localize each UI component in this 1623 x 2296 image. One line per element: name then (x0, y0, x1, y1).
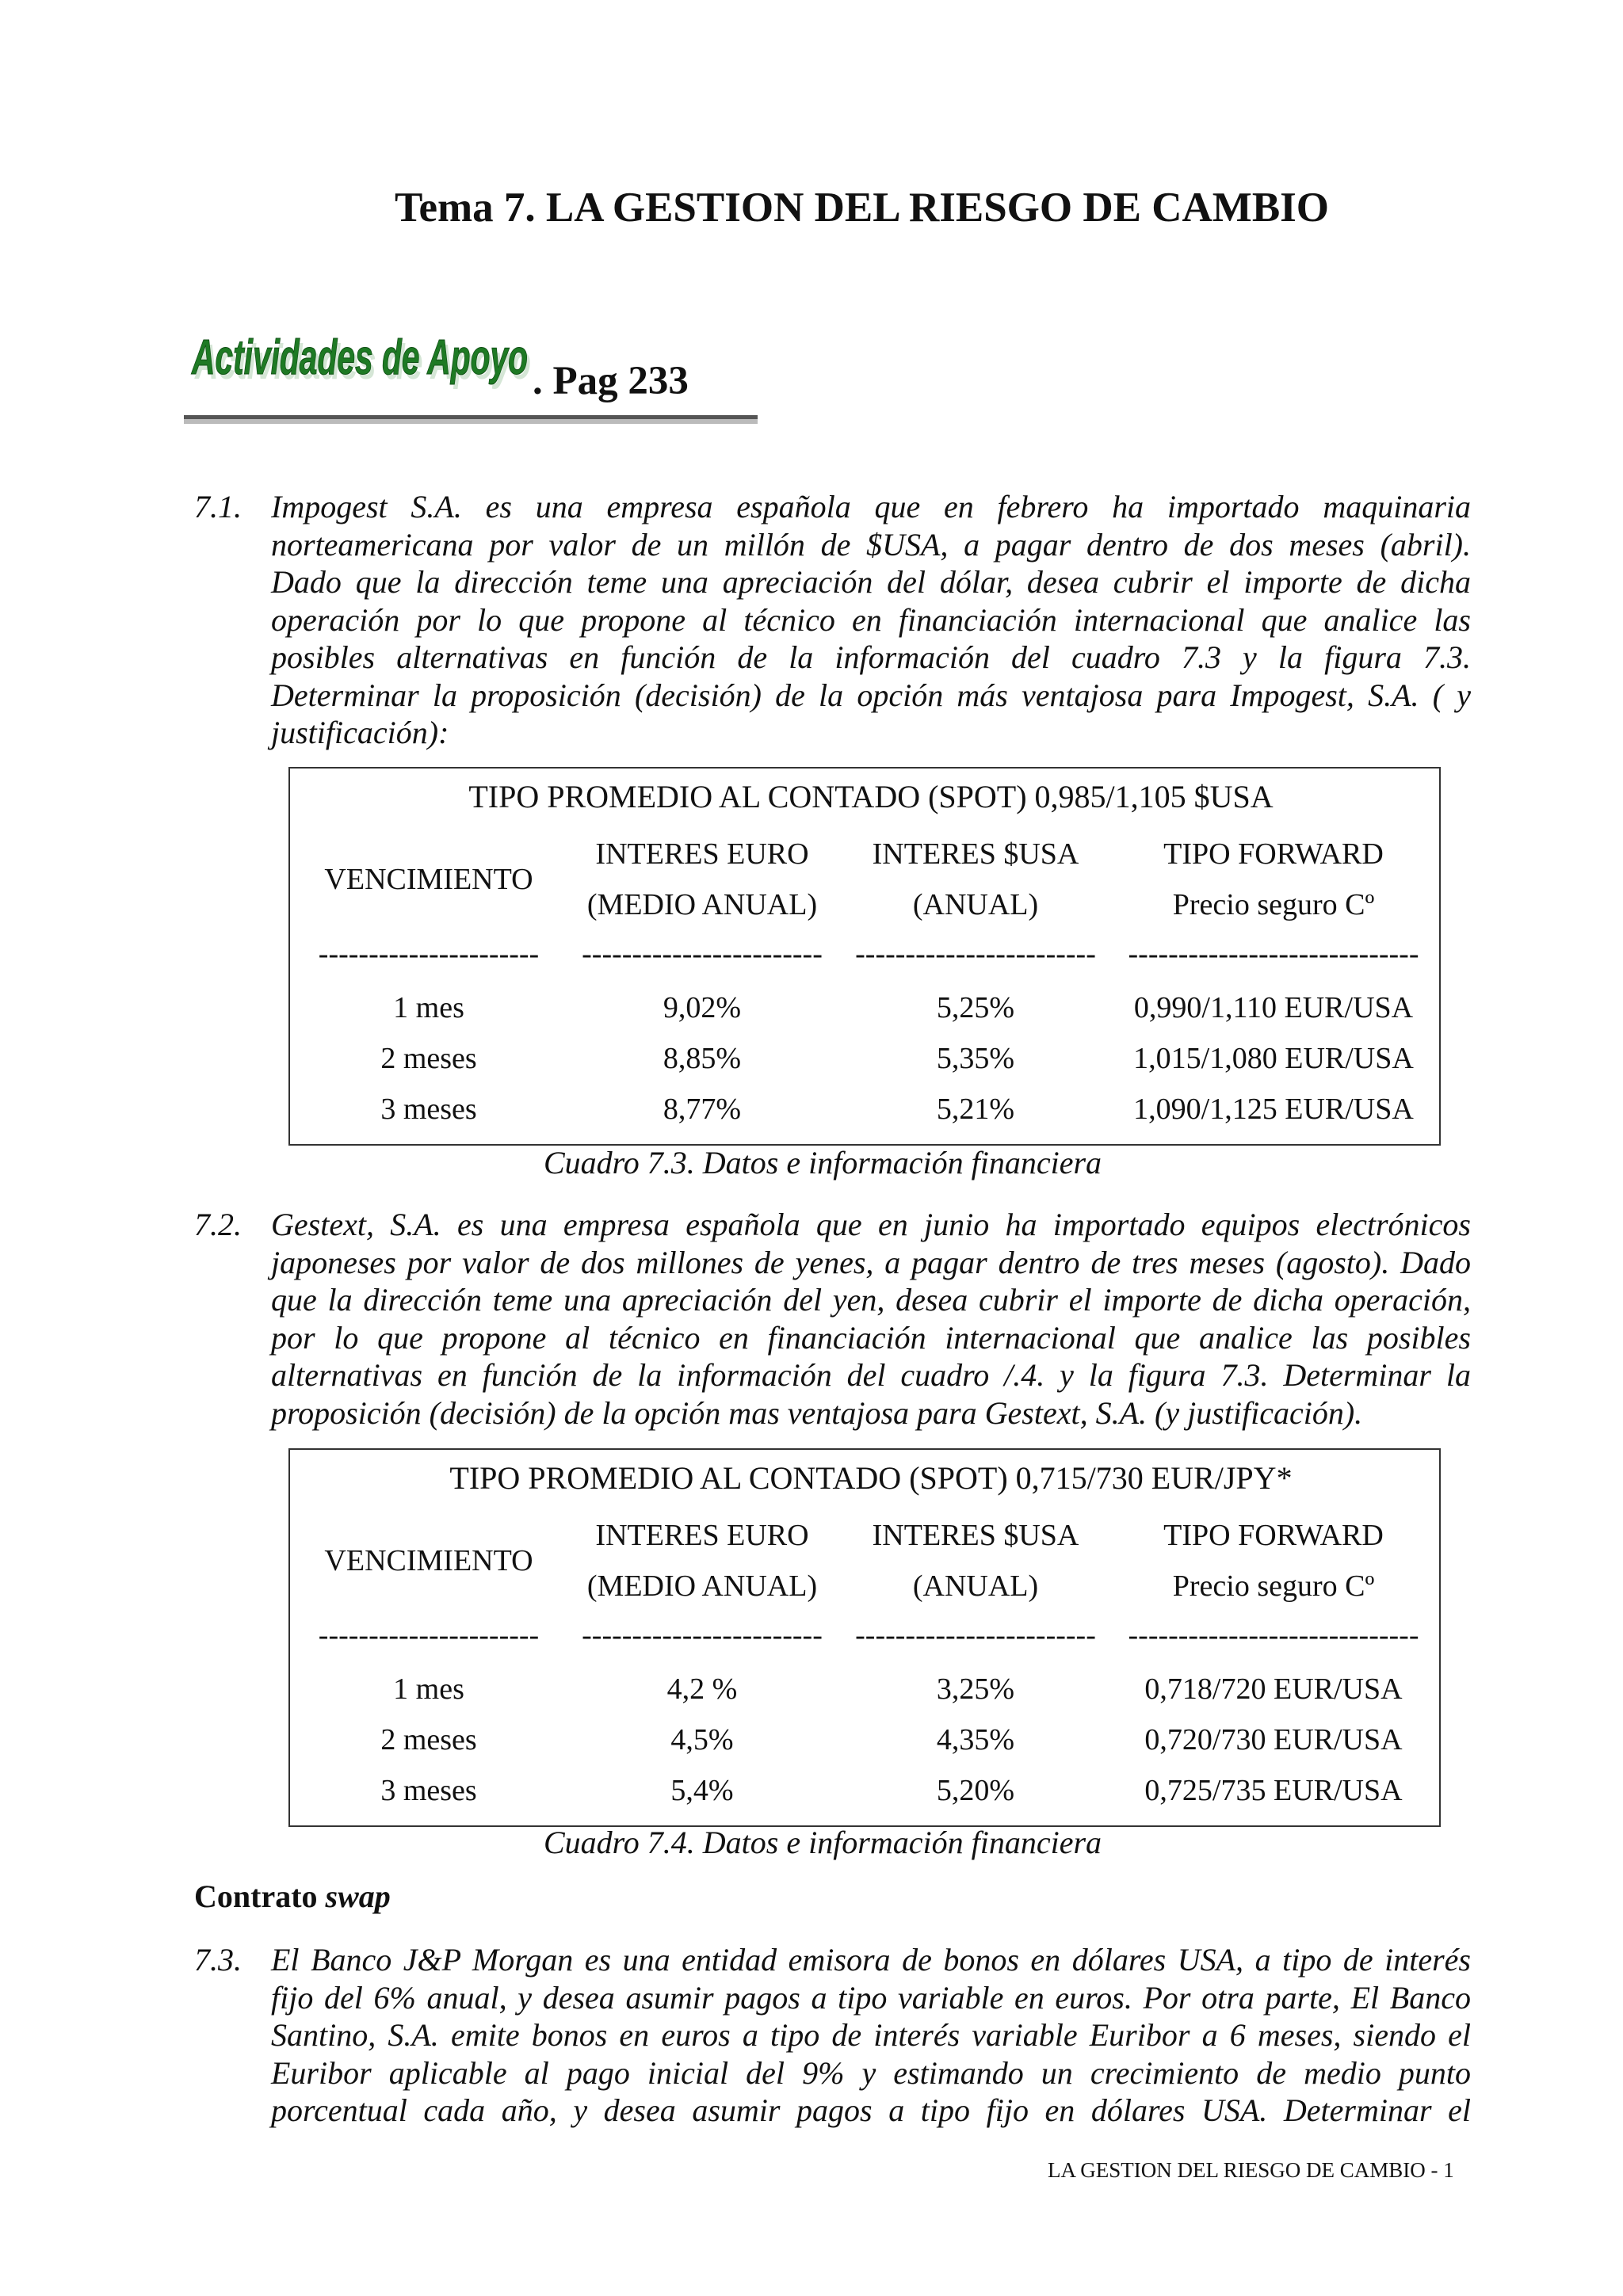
text-line: operación por lo que propone al técnico en financiación internacional que analice las (271, 601, 1471, 638)
text-line: japoneses por valor de dos millones de yenes, a pagar dentro de tres meses (agosto). Dado (271, 1244, 1471, 1280)
cell-interes-euro: 8,85% (663, 1042, 742, 1075)
dash-separator: ----------------------------- (1128, 1619, 1419, 1652)
activities-logo-shadow: Actividades de Apoyo (193, 335, 531, 390)
section-heading (194, 1878, 391, 1915)
text-line: Determinar la proposición (decisión) de la opción más ventajosa para Impogest, S.A. ( y (271, 677, 1471, 713)
exercise-number: 7.1. (194, 489, 242, 524)
cell-interes-euro: 4,5% (670, 1723, 734, 1756)
cell-interes-euro: 4,2 % (666, 1672, 738, 1706)
cell-interes-euro: 5,4% (670, 1774, 734, 1807)
header-forward-sub: Precio seguro Cº (1172, 1569, 1375, 1603)
header-interes-euro-sub: (MEDIO ANUAL) (586, 888, 818, 921)
header-forward: TIPO FORWARD (1163, 837, 1384, 871)
text-line: por lo que propone al técnico en financiación internacional que analice las posibles (271, 1319, 1471, 1356)
text-line: Euribor aplicable al pago inicial del 9% y estimando un crecimiento de medio punto (271, 2054, 1471, 2091)
cell-vencimiento: 2 meses (380, 1042, 477, 1075)
text-line: Impogest S.A. es una empresa española que en febrero ha importado maquinaria (271, 489, 1471, 524)
section-heading-bold: Contrato (194, 1878, 318, 1914)
cell-vencimiento: 2 meses (380, 1723, 477, 1756)
text-line: justificación): (271, 715, 449, 750)
section-divider (184, 415, 758, 425)
header-forward-sub: Precio seguro Cº (1172, 888, 1375, 921)
section-heading-italic: swap (325, 1878, 391, 1914)
header-forward: TIPO FORWARD (1163, 1519, 1384, 1552)
header-interes-euro-sub: (MEDIO ANUAL) (586, 1569, 818, 1603)
activities-logo (187, 317, 536, 404)
page-footer: LA GESTION DEL RIESGO DE CAMBIO - 1 (1048, 2158, 1454, 2182)
dash-separator: ---------------------- (318, 937, 540, 971)
header-interes-usa: INTERES $USA (872, 1519, 1079, 1552)
dash-separator: ---------------------- (318, 1619, 540, 1652)
header-vencimiento: VENCIMIENTO (324, 863, 533, 896)
header-interes-euro: INTERES EURO (595, 837, 809, 871)
spot-rate-title: TIPO PROMEDIO AL CONTADO (SPOT) 0,715/730 EUR/JPY* (449, 1460, 1293, 1496)
cell-interes-euro: 8,77% (663, 1093, 742, 1126)
text-line: porcentual cada año, y desea asumir pagos a tipo fijo en dólares USA. Determinar el (271, 2092, 1471, 2128)
cell-interes-usa: 4,35% (936, 1723, 1015, 1756)
table-caption: Cuadro 7.4. Datos e información financiera (544, 1825, 1102, 1860)
cell-vencimiento: 1 mes (393, 1672, 464, 1706)
cell-interes-usa: 5,20% (936, 1774, 1015, 1807)
cell-forward: 1,015/1,080 EUR/USA (1133, 1042, 1414, 1075)
text-line: fijo del 6% anual, y desea asumir pagos a tipo variable en euros. Por otra parte, El Banco (271, 1979, 1471, 2016)
dash-separator: ------------------------ (855, 1619, 1096, 1652)
cell-vencimiento: 3 meses (380, 1774, 477, 1807)
text-line: Dado que la dirección teme una apreciación del dólar, desea cubrir el importe de dicha (271, 564, 1471, 600)
dash-separator: ------------------------ (582, 937, 823, 971)
cell-interes-usa: 3,25% (936, 1672, 1015, 1706)
header-interes-usa-sub: (ANUAL) (912, 888, 1039, 921)
cell-vencimiento: 1 mes (393, 991, 464, 1024)
text-line: norteamericana por valor de un millón de $USA, a pagar dentro de dos meses (abril). (271, 526, 1471, 563)
cell-forward: 0,725/735 EUR/USA (1144, 1774, 1403, 1807)
exercise-text (271, 488, 1471, 752)
exercise-text (271, 1206, 1471, 1432)
text-line: Gestext, S.A. es una empresa española que en junio ha importado equipos electrónicos (271, 1207, 1471, 1242)
dash-separator: ------------------------ (582, 1619, 823, 1652)
text-line: El Banco J&P Morgan es una entidad emisora de bonos en dólares USA, a tipo de interés (271, 1942, 1471, 1978)
divider-bar-main (184, 415, 758, 419)
page-reference: . Pag 233 (533, 359, 689, 403)
page-title: Tema 7. LA GESTION DEL RIESGO DE CAMBIO (395, 185, 1330, 231)
dash-separator: ------------------------ (855, 937, 1096, 971)
header-interes-usa-sub: (ANUAL) (912, 1569, 1039, 1603)
cell-interes-usa: 5,25% (936, 991, 1015, 1024)
table-caption: Cuadro 7.3. Datos e información financiera (544, 1145, 1102, 1180)
text-line: posibles alternativas en función de la información del cuadro 7.3 y la figura 7.3. (271, 639, 1471, 675)
exercise-number: 7.3. (194, 1942, 242, 1978)
cell-interes-usa: 5,21% (936, 1093, 1015, 1126)
spot-rate-title: TIPO PROMEDIO AL CONTADO (SPOT) 0,985/1,105 $USA (468, 779, 1274, 814)
divider-bar-shadow (184, 419, 758, 424)
header-vencimiento: VENCIMIENTO (324, 1544, 533, 1577)
cell-interes-usa: 5,35% (936, 1042, 1015, 1075)
exercise-number: 7.2. (194, 1207, 242, 1242)
dash-separator: ----------------------------- (1128, 937, 1419, 971)
cell-forward: 0,990/1,110 EUR/USA (1133, 991, 1414, 1024)
exercise-text (271, 1941, 1471, 2130)
text-line: proposición (decisión) de la opción mas ventajosa para Gestext, S.A. (y justificación). (271, 1394, 1363, 1431)
header-interes-usa: INTERES $USA (872, 837, 1079, 871)
cell-forward: 1,090/1,125 EUR/USA (1133, 1093, 1414, 1126)
cell-forward: 0,718/720 EUR/USA (1144, 1672, 1403, 1706)
cell-forward: 0,720/730 EUR/USA (1144, 1723, 1403, 1756)
text-line: Santino, S.A. emite bonos en euros a tipo de interés variable Euribor a 6 meses, siendo el (271, 2017, 1471, 2053)
activities-logo-text: Actividades de Apoyo (190, 330, 528, 385)
text-line: alternativas en función de la información del cuadro /.4. y la figura 7.3. Determinar la (271, 1357, 1471, 1393)
cell-vencimiento: 3 meses (380, 1093, 477, 1126)
text-line: que la dirección teme una apreciación del yen, desea cubrir el importe de dicha operación, (271, 1282, 1471, 1318)
financial-table (288, 767, 1441, 1146)
cell-interes-euro: 9,02% (663, 991, 742, 1024)
header-interes-euro: INTERES EURO (595, 1519, 809, 1552)
financial-table (288, 1448, 1441, 1827)
